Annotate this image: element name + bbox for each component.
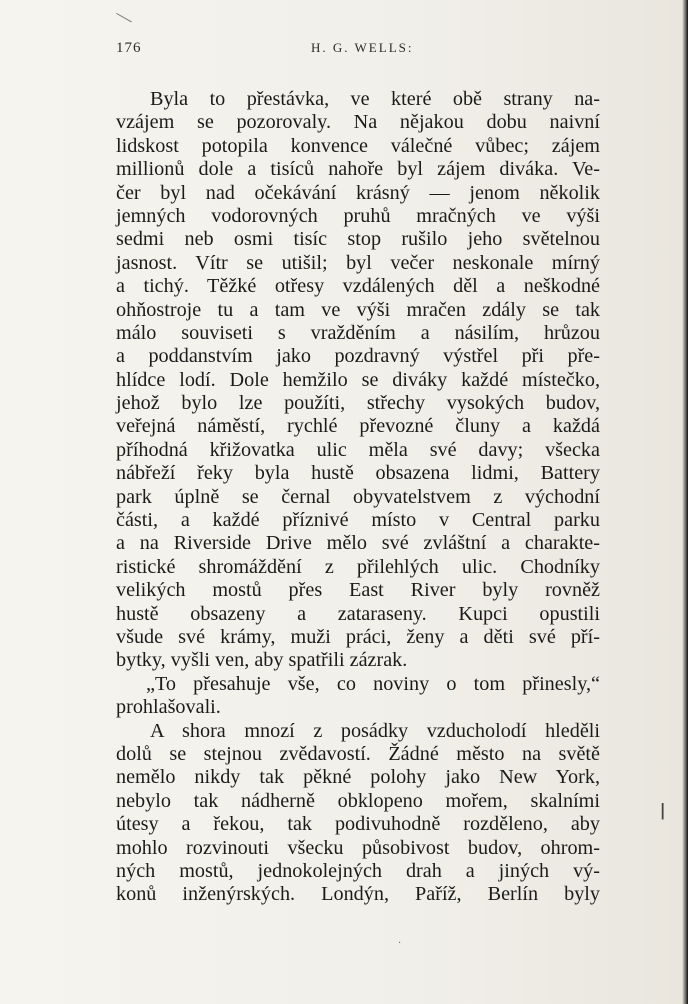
text-line: čer byl nad očekávání krásný — jenom několik — [116, 181, 600, 204]
page-header — [116, 40, 600, 60]
page-number: 176 — [116, 40, 142, 56]
text-line: park úplně se černal obyvatelstvem z východní — [116, 485, 600, 508]
text-line: vzájem se pozorovaly. Na nějakou dobu naivní — [116, 111, 600, 134]
text-line: jehož bylo lze použíti, střechy vysokých budov, — [116, 392, 600, 415]
text-line: málo souviseti s vražděním a násilím, hrůzou — [116, 321, 600, 344]
text-line: a na Riverside Drive mělo své zvláštní a charakte- — [116, 532, 600, 555]
text-line: jasnost. Vítr se utišil; byl večer neskonale mírný — [116, 251, 600, 274]
body-text — [116, 88, 600, 907]
text-line: konů inženýrských. Londýn, Paříž, Berlín byly — [116, 883, 600, 906]
text-line: ohňostroje tu a tam ve výši mračen zdály se tak — [116, 298, 600, 321]
text-line: útesy a řekou, tak podivuhodně rozděleno, aby — [116, 813, 600, 836]
text-line: A shora mnozí z posádky vzducholodí hleděli — [150, 719, 600, 742]
text-line: nebylo tak nádherně obklopeno mořem, skalními — [116, 789, 600, 812]
text-line: velikých mostů přes East River byly rovněž — [116, 579, 600, 602]
text-line: dolů se stejnou zvědavostí. Žádné město na světě — [116, 742, 600, 765]
text-line: a tichý. Těžké otřesy vzdálených děl a neškodné — [116, 275, 600, 298]
text-line: prohlašovali. — [116, 696, 221, 719]
text-line: ristické shromáždění z přilehlých ulic. Chodníky — [116, 555, 600, 578]
text-line: hustě obsazeny a zataraseny. Kupci opustili — [116, 602, 600, 625]
text-line: části, a každé příznivé místo v Central parku — [116, 509, 600, 532]
text-line: lidskost potopila konvence válečné vůbec; zájem — [116, 134, 600, 157]
margin-mark: ǀ — [660, 800, 666, 821]
text-line: hlídce lodí. Dole hemžilo se diváky každé místečko, — [116, 368, 600, 391]
text-line: nábřeží řeky byla hustě obsazena lidmi, Battery — [116, 462, 600, 485]
speck-mark: · — [398, 938, 402, 949]
text-line: jemných vodorovných pruhů mračných ve výši — [116, 204, 600, 227]
text-line: bytky, vyšli ven, aby spatřili zázrak. — [116, 649, 408, 672]
text-line: a poddanstvím jako pozdravný výstřel při pře- — [116, 345, 600, 368]
text-line: příhodná křižovatka ulic měla své davy; všecka — [116, 438, 600, 461]
text-line: Byla to přestávka, ve které obě strany na- — [150, 88, 600, 110]
running-head: H. G. WELLS: — [311, 40, 414, 55]
page-edge-shadow — [682, 0, 688, 1004]
text-line: mohlo rozvinouti všecku působivost budov, ohrom- — [116, 836, 600, 859]
text-line: všude své krámy, muži práci, ženy a děti své pří- — [116, 625, 600, 648]
text-line: veřejná náměstí, rychlé převozné čluny a každá — [116, 415, 600, 438]
text-line: „To přesahuje vše, co noviny o tom přinesly,“ — [146, 672, 600, 695]
text-line: sedmi neb osmi tisíc stop rušilo jeho světelnou — [116, 228, 600, 251]
text-line: nemělo nikdy tak pěkné polohy jako New York, — [116, 766, 600, 789]
ink-smudge-mark: ⟍ — [114, 6, 134, 31]
text-line: ných mostů, jednokolejných drah a jiných vý- — [116, 859, 600, 882]
text-line: millionů dole a tisíců nahoře byl zájem diváka. Ve- — [116, 158, 600, 181]
